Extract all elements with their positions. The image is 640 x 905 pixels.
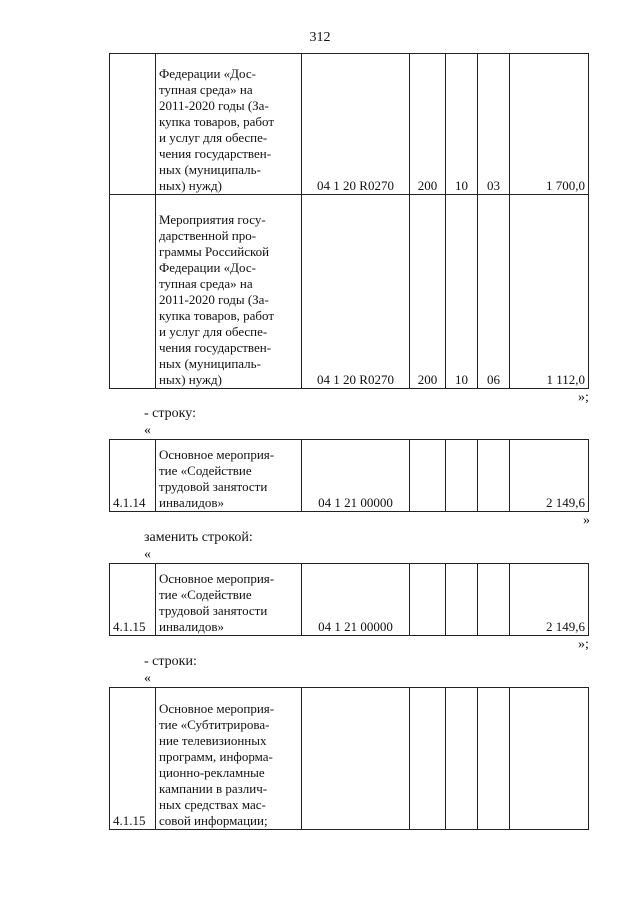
row-amount: 1 112,0: [510, 195, 589, 389]
row-pr: [478, 564, 510, 636]
close-quote-3: »;: [578, 637, 589, 652]
row-rz: 10: [446, 195, 478, 389]
instruction-1: - строку:: [144, 406, 196, 421]
row-rz: [446, 564, 478, 636]
table-row: [110, 440, 589, 512]
close-quote-1: »;: [578, 390, 589, 405]
row-code: 04 1 21 00000: [302, 564, 410, 636]
row-vr: [410, 688, 446, 830]
row-name: Основное мероприя- тие «Содействие трудовой занятости инвалидов»: [156, 440, 302, 512]
row-pr: [478, 440, 510, 512]
table-row: [110, 564, 589, 636]
row-number: 4.1.15: [110, 688, 156, 830]
row-number: [110, 54, 156, 195]
row-name: Основное мероприя- тие «Содействие трудовой занятости инвалидов»: [156, 564, 302, 636]
row-rz: [446, 440, 478, 512]
row-pr: [478, 688, 510, 830]
budget-table-2: [109, 439, 589, 512]
budget-table-3: [109, 563, 589, 636]
open-quote-3: «: [144, 671, 151, 686]
budget-table-4: [109, 687, 589, 830]
open-quote-2: «: [144, 547, 151, 562]
row-vr: [410, 440, 446, 512]
instruction-3: - строки:: [144, 654, 197, 669]
close-quote-2: »: [583, 513, 590, 528]
row-vr: [410, 564, 446, 636]
row-amount: [510, 688, 589, 830]
table-row: [110, 54, 589, 195]
page-number: 312: [309, 30, 331, 45]
row-rz: [446, 688, 478, 830]
row-pr: 03: [478, 54, 510, 195]
row-name: Федерации «Дос- тупная среда» на 2011-2020 годы (За- купка товаров, работ и услуг для обеспе- чения государствен- ных (муниципаль- ных) нужд): [156, 54, 302, 195]
row-rz: 10: [446, 54, 478, 195]
row-number: 4.1.15: [110, 564, 156, 636]
table-row: [110, 195, 589, 389]
row-vr: 200: [410, 195, 446, 389]
row-amount: 1 700,0: [510, 54, 589, 195]
row-pr: 06: [478, 195, 510, 389]
row-code: 04 1 20 R0270: [302, 54, 410, 195]
row-number: [110, 195, 156, 389]
row-amount: 2 149,6: [510, 440, 589, 512]
row-amount: 2 149,6: [510, 564, 589, 636]
table-row: [110, 688, 589, 830]
budget-table-1: [109, 53, 589, 389]
row-code: 04 1 20 R0270: [302, 195, 410, 389]
row-code: [302, 688, 410, 830]
row-code: 04 1 21 00000: [302, 440, 410, 512]
open-quote-1: «: [144, 423, 151, 438]
row-name: Мероприятия госу- дарственной про- граммы Российской Федерации «Дос- тупная среда» на 2011-2020 годы (За- купка товаров, работ и услуг для обеспе- чения государствен- ных (муниципаль- ных) нужд): [156, 195, 302, 389]
row-vr: 200: [410, 54, 446, 195]
row-name: Основное мероприя- тие «Субтитрирова- ние телевизионных программ, информа- ционно-рекламные кампании в различ- ных средствах мас- совой информации;: [156, 688, 302, 830]
instruction-2: заменить строкой:: [144, 530, 253, 545]
row-number: 4.1.14: [110, 440, 156, 512]
